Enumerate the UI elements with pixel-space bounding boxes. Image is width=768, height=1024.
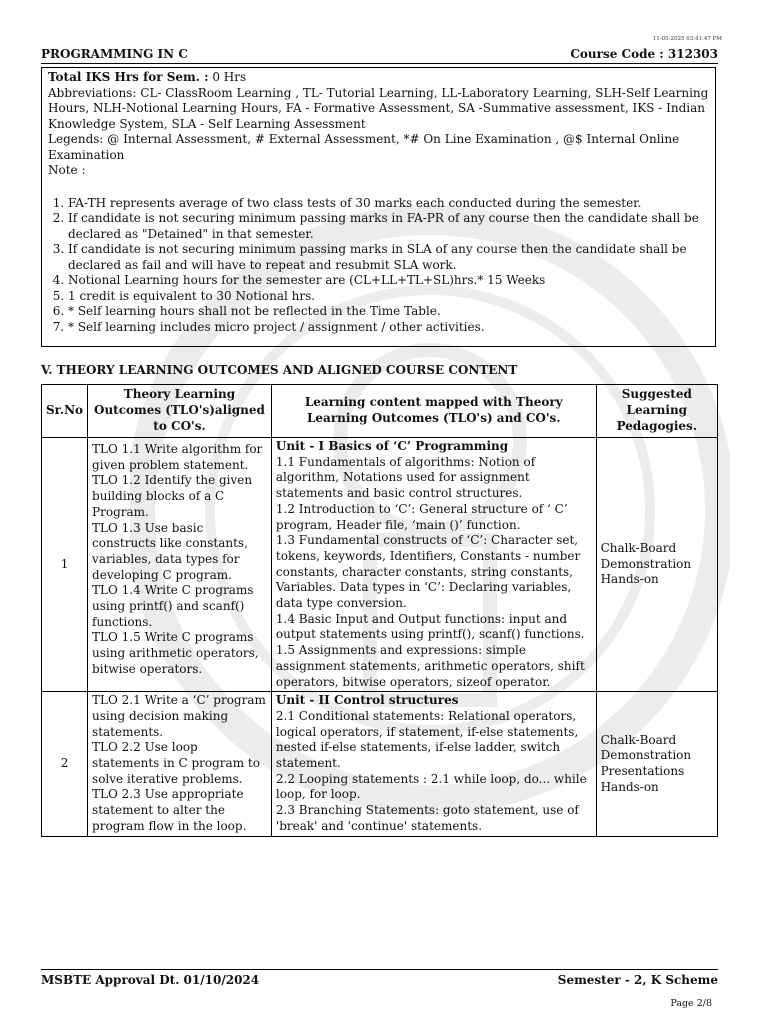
table-row bbox=[42, 692, 718, 836]
section-title: V. THEORY LEARNING OUTCOMES AND ALIGNED COURSE CONTENT bbox=[41, 363, 518, 377]
tlo-item: TLO 1.2 Identify the given building blocks of a C Program. bbox=[92, 473, 253, 519]
iks-value: 0 Hrs bbox=[208, 70, 247, 84]
list-item: 6. * Self learning hours shall not be reflected in the Time Table. bbox=[68, 304, 715, 320]
header-srno: Sr.No bbox=[42, 385, 88, 438]
print-timestamp: 11-05-2025 03:41:47 PM bbox=[652, 36, 722, 42]
content-item: 2.3 Branching Statements: goto statement, use of 'break' and 'continue' statements. bbox=[275, 803, 579, 833]
content-item: 1.3 Fundamental constructs of ‘C’: Character set, tokens, keywords, Identifiers, Constants - number constants, character constants, string constants, Variables. Data types in ‘C’: Declaring variables, data type conversion. bbox=[275, 533, 581, 611]
legends: Legends: @ Internal Assessment, # External Assessment, *# On Line Examination , @$ Internal Online Examination bbox=[48, 132, 680, 162]
list-item: 2. If candidate is not securing minimum passing marks in FA-PR of any course then the candidate shall be declared as "Detained" in that semester. bbox=[68, 211, 715, 242]
tlo-item: TLO 1.3 Use basic constructs like constants, variables, data types for developing C program. bbox=[92, 520, 248, 582]
row-srno: 2 bbox=[42, 692, 88, 836]
note-label: Note : bbox=[48, 163, 86, 177]
content-item: 2.1 Conditional statements: Relational operators, logical operators, if statement, if-else statements, nested if-else statements, if-else ladder, switch statement. bbox=[275, 708, 579, 771]
unit-title: Unit - I Basics of ‘C’ Programming bbox=[275, 439, 509, 453]
list-item: 7. * Self learning includes micro project / assignment / other activities. bbox=[68, 320, 715, 336]
tlo-item: TLO 2.1 Write a ‘C’ program using decision making statements. bbox=[92, 693, 266, 739]
abbreviations: Abbreviations: CL- ClassRoom Learning , TL- Tutorial Learning, LL-Laboratory Learning, SLH-Self Learning Hours, NLH-Notional Learning Hours, FA - Formative Assessment, SA -Summative assessment, IKS - Indian Knowledge System, SLA - Self Learning Assessment bbox=[48, 85, 709, 131]
pedagogy-item: Demonstration bbox=[600, 556, 692, 571]
row-srno: 1 bbox=[42, 438, 88, 692]
row-content bbox=[271, 692, 596, 836]
table-row bbox=[42, 438, 718, 692]
list-item: 4. Notional Learning hours for the semester are (CL+LL+TL+SL)hrs.* 15 Weeks bbox=[68, 273, 715, 289]
semester-scheme: Semester - 2, K Scheme bbox=[557, 973, 718, 987]
tlo-item: TLO 1.4 Write C programs using printf() and scanf() functions. bbox=[92, 583, 254, 629]
pedagogy-item: Demonstration bbox=[600, 748, 692, 763]
content-item: 1.4 Basic Input and Output functions: input and output statements using printf(), scanf() functions. bbox=[275, 611, 585, 642]
notes-box bbox=[41, 67, 716, 347]
content-item: 1.2 Introduction to ‘C’: General structure of ‘ C’ program, Header file, ‘main ()’ function. bbox=[275, 501, 568, 532]
iks-hours bbox=[48, 70, 715, 86]
page-header bbox=[41, 46, 718, 64]
tlo-table bbox=[41, 384, 718, 837]
tlo-item: TLO 2.3 Use appropriate statement to alter the program flow in the loop. bbox=[92, 787, 247, 833]
content-item: 1.5 Assignments and expressions: simple assignment statements, arithmetic operators, shift operators, bitwise operators, sizeof operator. bbox=[275, 643, 585, 689]
tlo-item: TLO 2.2 Use loop statements in C program to solve iterative problems. bbox=[92, 740, 260, 786]
header-pedagogy: Suggested Learning Pedagogies. bbox=[596, 385, 717, 438]
list-item: 1. FA-TH represents average of two class tests of 30 marks each conducted during the semester. bbox=[68, 196, 715, 212]
header-tlo: Theory Learning Outcomes (TLO's)aligned to CO's. bbox=[88, 385, 272, 438]
row-tlos bbox=[88, 438, 272, 692]
pedagogy-item: Hands-on bbox=[600, 572, 659, 587]
iks-label: Total IKS Hrs for Sem. : bbox=[48, 70, 209, 84]
notes-list bbox=[48, 196, 715, 336]
approval-date: MSBTE Approval Dt. 01/10/2024 bbox=[41, 973, 260, 987]
row-pedagogies bbox=[596, 438, 717, 692]
pedagogy-item: Chalk-Board bbox=[600, 541, 677, 556]
tlo-item: TLO 1.5 Write C programs using arithmetic operators, bitwise operators. bbox=[92, 630, 259, 676]
row-pedagogies bbox=[596, 692, 717, 836]
course-code: Course Code : 312303 bbox=[570, 47, 718, 61]
page-number: Page 2/8 bbox=[670, 998, 712, 1009]
header-content: Learning content mapped with Theory Learning Outcomes (TLO's) and CO's. bbox=[271, 385, 596, 438]
pedagogy-item: Chalk-Board bbox=[600, 732, 677, 747]
row-tlos bbox=[88, 692, 272, 836]
tlo-item: TLO 1.1 Write algorithm for given problem statement. bbox=[92, 442, 263, 472]
content-item: 1.1 Fundamentals of algorithms: Notion of algorithm, Notations used for assignment statements and basic control structures. bbox=[275, 454, 536, 501]
table-header-row bbox=[42, 385, 718, 438]
course-name: PROGRAMMING IN C bbox=[41, 47, 188, 61]
list-item: 5. 1 credit is equivalent to 30 Notional hrs. bbox=[68, 289, 715, 305]
pedagogy-item: Presentations bbox=[600, 763, 685, 778]
content-item: 2.2 Looping statements : 2.1 while loop, do... while loop, for loop. bbox=[275, 771, 587, 802]
row-content bbox=[271, 438, 596, 692]
list-item: 3. If candidate is not securing minimum passing marks in SLA of any course then the candidate shall be declared as fail and will have to repeat and resubmit SLA work. bbox=[68, 242, 715, 273]
unit-title: Unit - II Control structures bbox=[275, 693, 459, 708]
pedagogy-item: Hands-on bbox=[600, 779, 659, 794]
page-footer bbox=[41, 969, 718, 987]
